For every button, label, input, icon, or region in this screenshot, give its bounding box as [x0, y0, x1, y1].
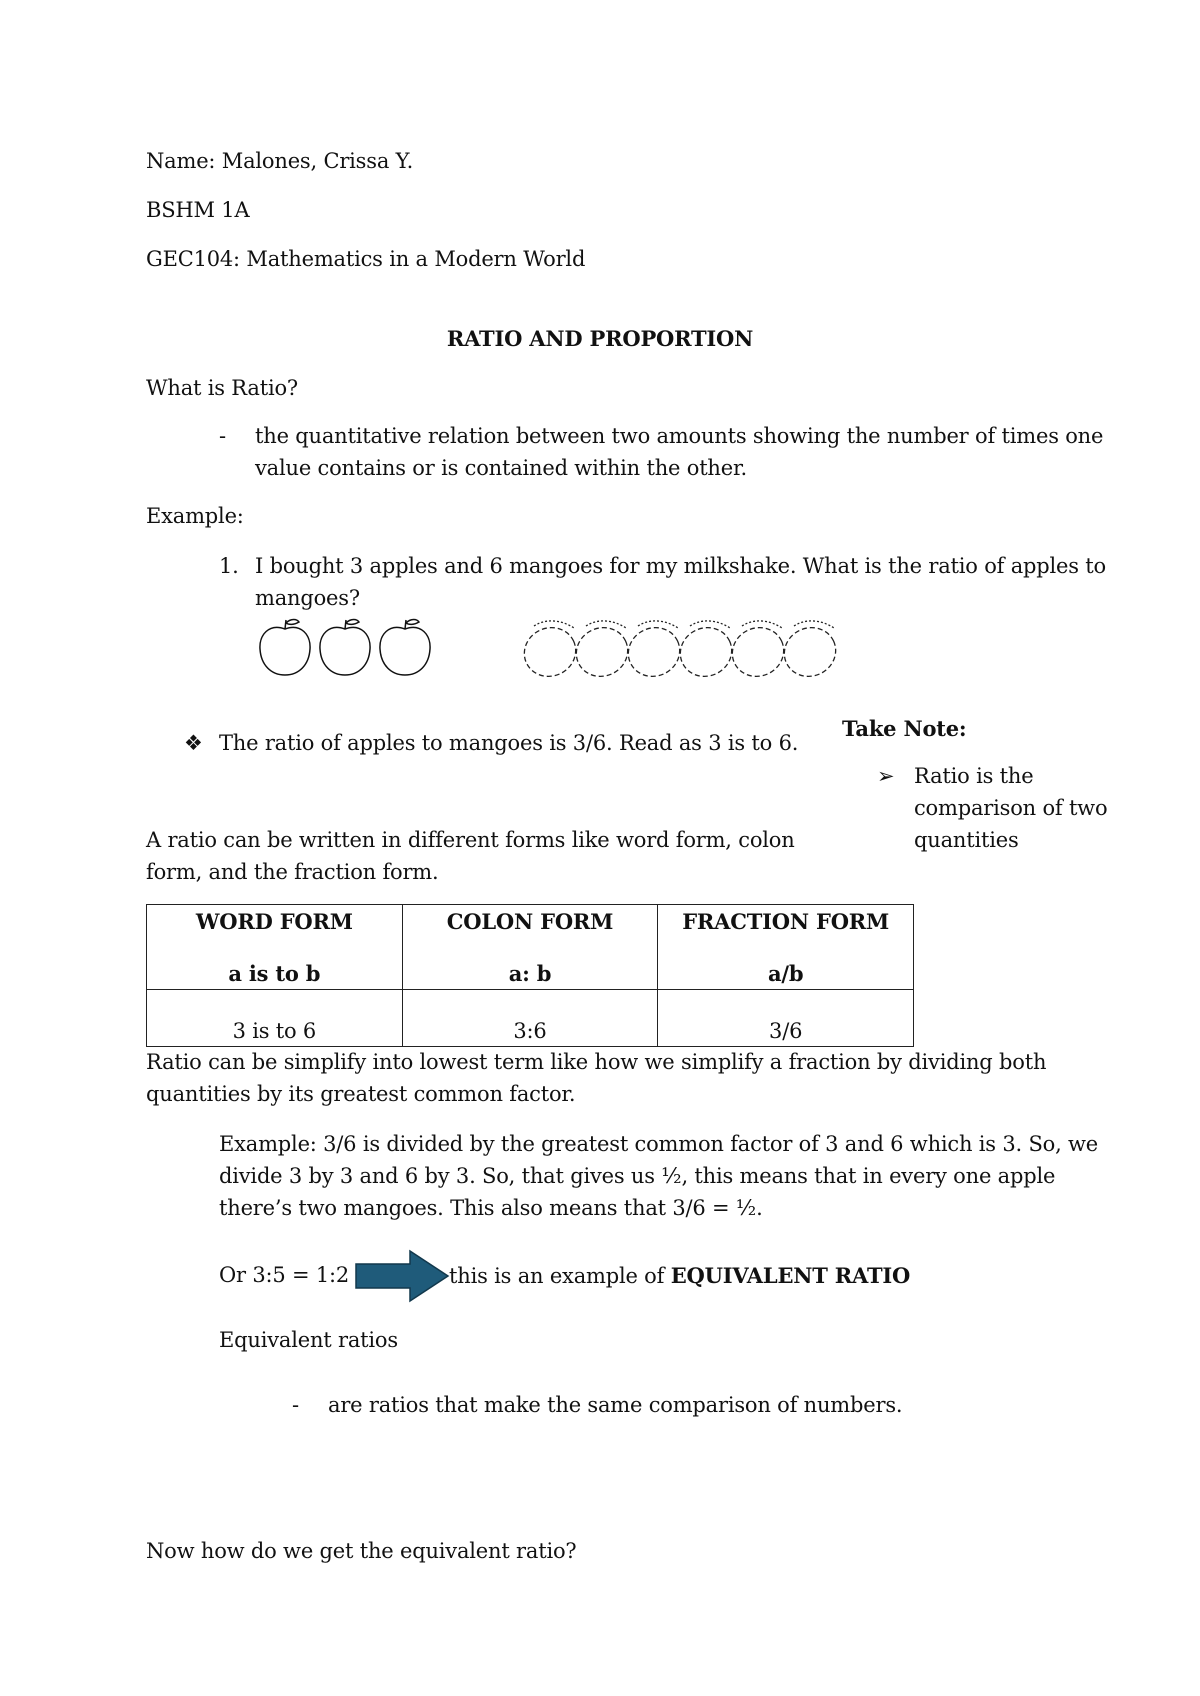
- table-header-word: WORD FORM a is to b: [147, 905, 403, 990]
- example-label: Example:: [146, 504, 244, 528]
- table-header-colon: COLON FORM a: b: [402, 905, 658, 990]
- equivalent-expression: Or 3:5 = 1:2: [219, 1263, 350, 1287]
- equivalent-ratios-heading: Equivalent ratios: [219, 1328, 398, 1352]
- example-item-line2: mangoes?: [255, 586, 360, 610]
- equivalent-dash: -: [292, 1393, 300, 1417]
- simplify-line1: Ratio can be simplify into lowest term like how we simplify a fraction by dividing both: [146, 1050, 1047, 1074]
- simplify-example-line3: there’s two mangoes. This also means that 3/6 = ½.: [219, 1196, 763, 1220]
- equivalent-ratios-definition: are ratios that make the same comparison of numbers.: [328, 1393, 903, 1417]
- table-row: [147, 990, 914, 1047]
- take-note-line1: Ratio is the: [914, 764, 1034, 788]
- table-cell-word: 3 is to 6: [147, 990, 403, 1047]
- diamond-bullet-icon: ❖: [184, 731, 203, 755]
- mangoes-illustration: [520, 612, 880, 682]
- forms-intro-line2: form, and the fraction form.: [146, 860, 439, 884]
- mango-icon: [672, 619, 739, 682]
- ratio-forms-table: [146, 904, 914, 1047]
- mango-icon: [776, 619, 843, 682]
- table-header-row: [147, 905, 914, 990]
- ratio-definition-line2: value contains or is contained within the other.: [255, 456, 747, 480]
- course-label: GEC104: Mathematics in a Modern World: [146, 247, 586, 271]
- apples-illustration: [255, 615, 455, 679]
- simplify-example-line2: divide 3 by 3 and 6 by 3. So, that gives us ½, this means that in every one apple: [219, 1164, 1056, 1188]
- mango-icon: [568, 619, 635, 682]
- document-title: RATIO AND PROPORTION: [446, 326, 754, 351]
- closing-question: Now how do we get the equivalent ratio?: [146, 1539, 577, 1563]
- apple-icon: [320, 620, 370, 676]
- equivalent-explanation: [449, 1259, 910, 1293]
- forms-intro-line1: A ratio can be written in different forms like word form, colon: [146, 828, 795, 852]
- equivalent-explain-bold: EQUIVALENT RATIO: [670, 1263, 911, 1288]
- what-is-ratio-heading: What is Ratio?: [146, 376, 298, 400]
- example-item-number: 1.: [219, 554, 239, 578]
- apple-icon: [260, 620, 310, 676]
- equivalent-explain-prefix: this is an example of: [449, 1264, 665, 1288]
- table-cell-fraction: 3/6: [658, 990, 914, 1047]
- take-note-heading: Take Note:: [842, 716, 967, 741]
- definition-dash: -: [219, 424, 227, 448]
- example-item-line1: I bought 3 apples and 6 mangoes for my milkshake. What is the ratio of apples to: [255, 554, 1106, 578]
- mango-icon: [520, 619, 584, 682]
- table-header-fraction: FRACTION FORM a/b: [658, 905, 914, 990]
- mango-icon: [724, 619, 791, 682]
- example-answer: The ratio of apples to mangoes is 3/6. Read as 3 is to 6.: [219, 731, 799, 755]
- take-note-line2: comparison of two: [914, 796, 1108, 820]
- take-note-line3: quantities: [914, 828, 1019, 852]
- mango-icon: [620, 619, 687, 682]
- section-label: BSHM 1A: [146, 198, 250, 222]
- right-arrow-icon: [354, 1249, 450, 1303]
- simplify-line2: quantities by its greatest common factor.: [146, 1082, 576, 1106]
- ratio-definition-line1: the quantitative relation between two amounts showing the number of times one: [255, 424, 1104, 448]
- student-name: Name: Malones, Crissa Y.: [146, 149, 414, 173]
- apple-icon: [380, 620, 430, 676]
- simplify-example-line1: Example: 3/6 is divided by the greatest common factor of 3 and 6 which is 3. So, we: [219, 1132, 1099, 1156]
- table-cell-colon: 3:6: [402, 990, 658, 1047]
- arrow-bullet-icon: ➢: [877, 764, 895, 788]
